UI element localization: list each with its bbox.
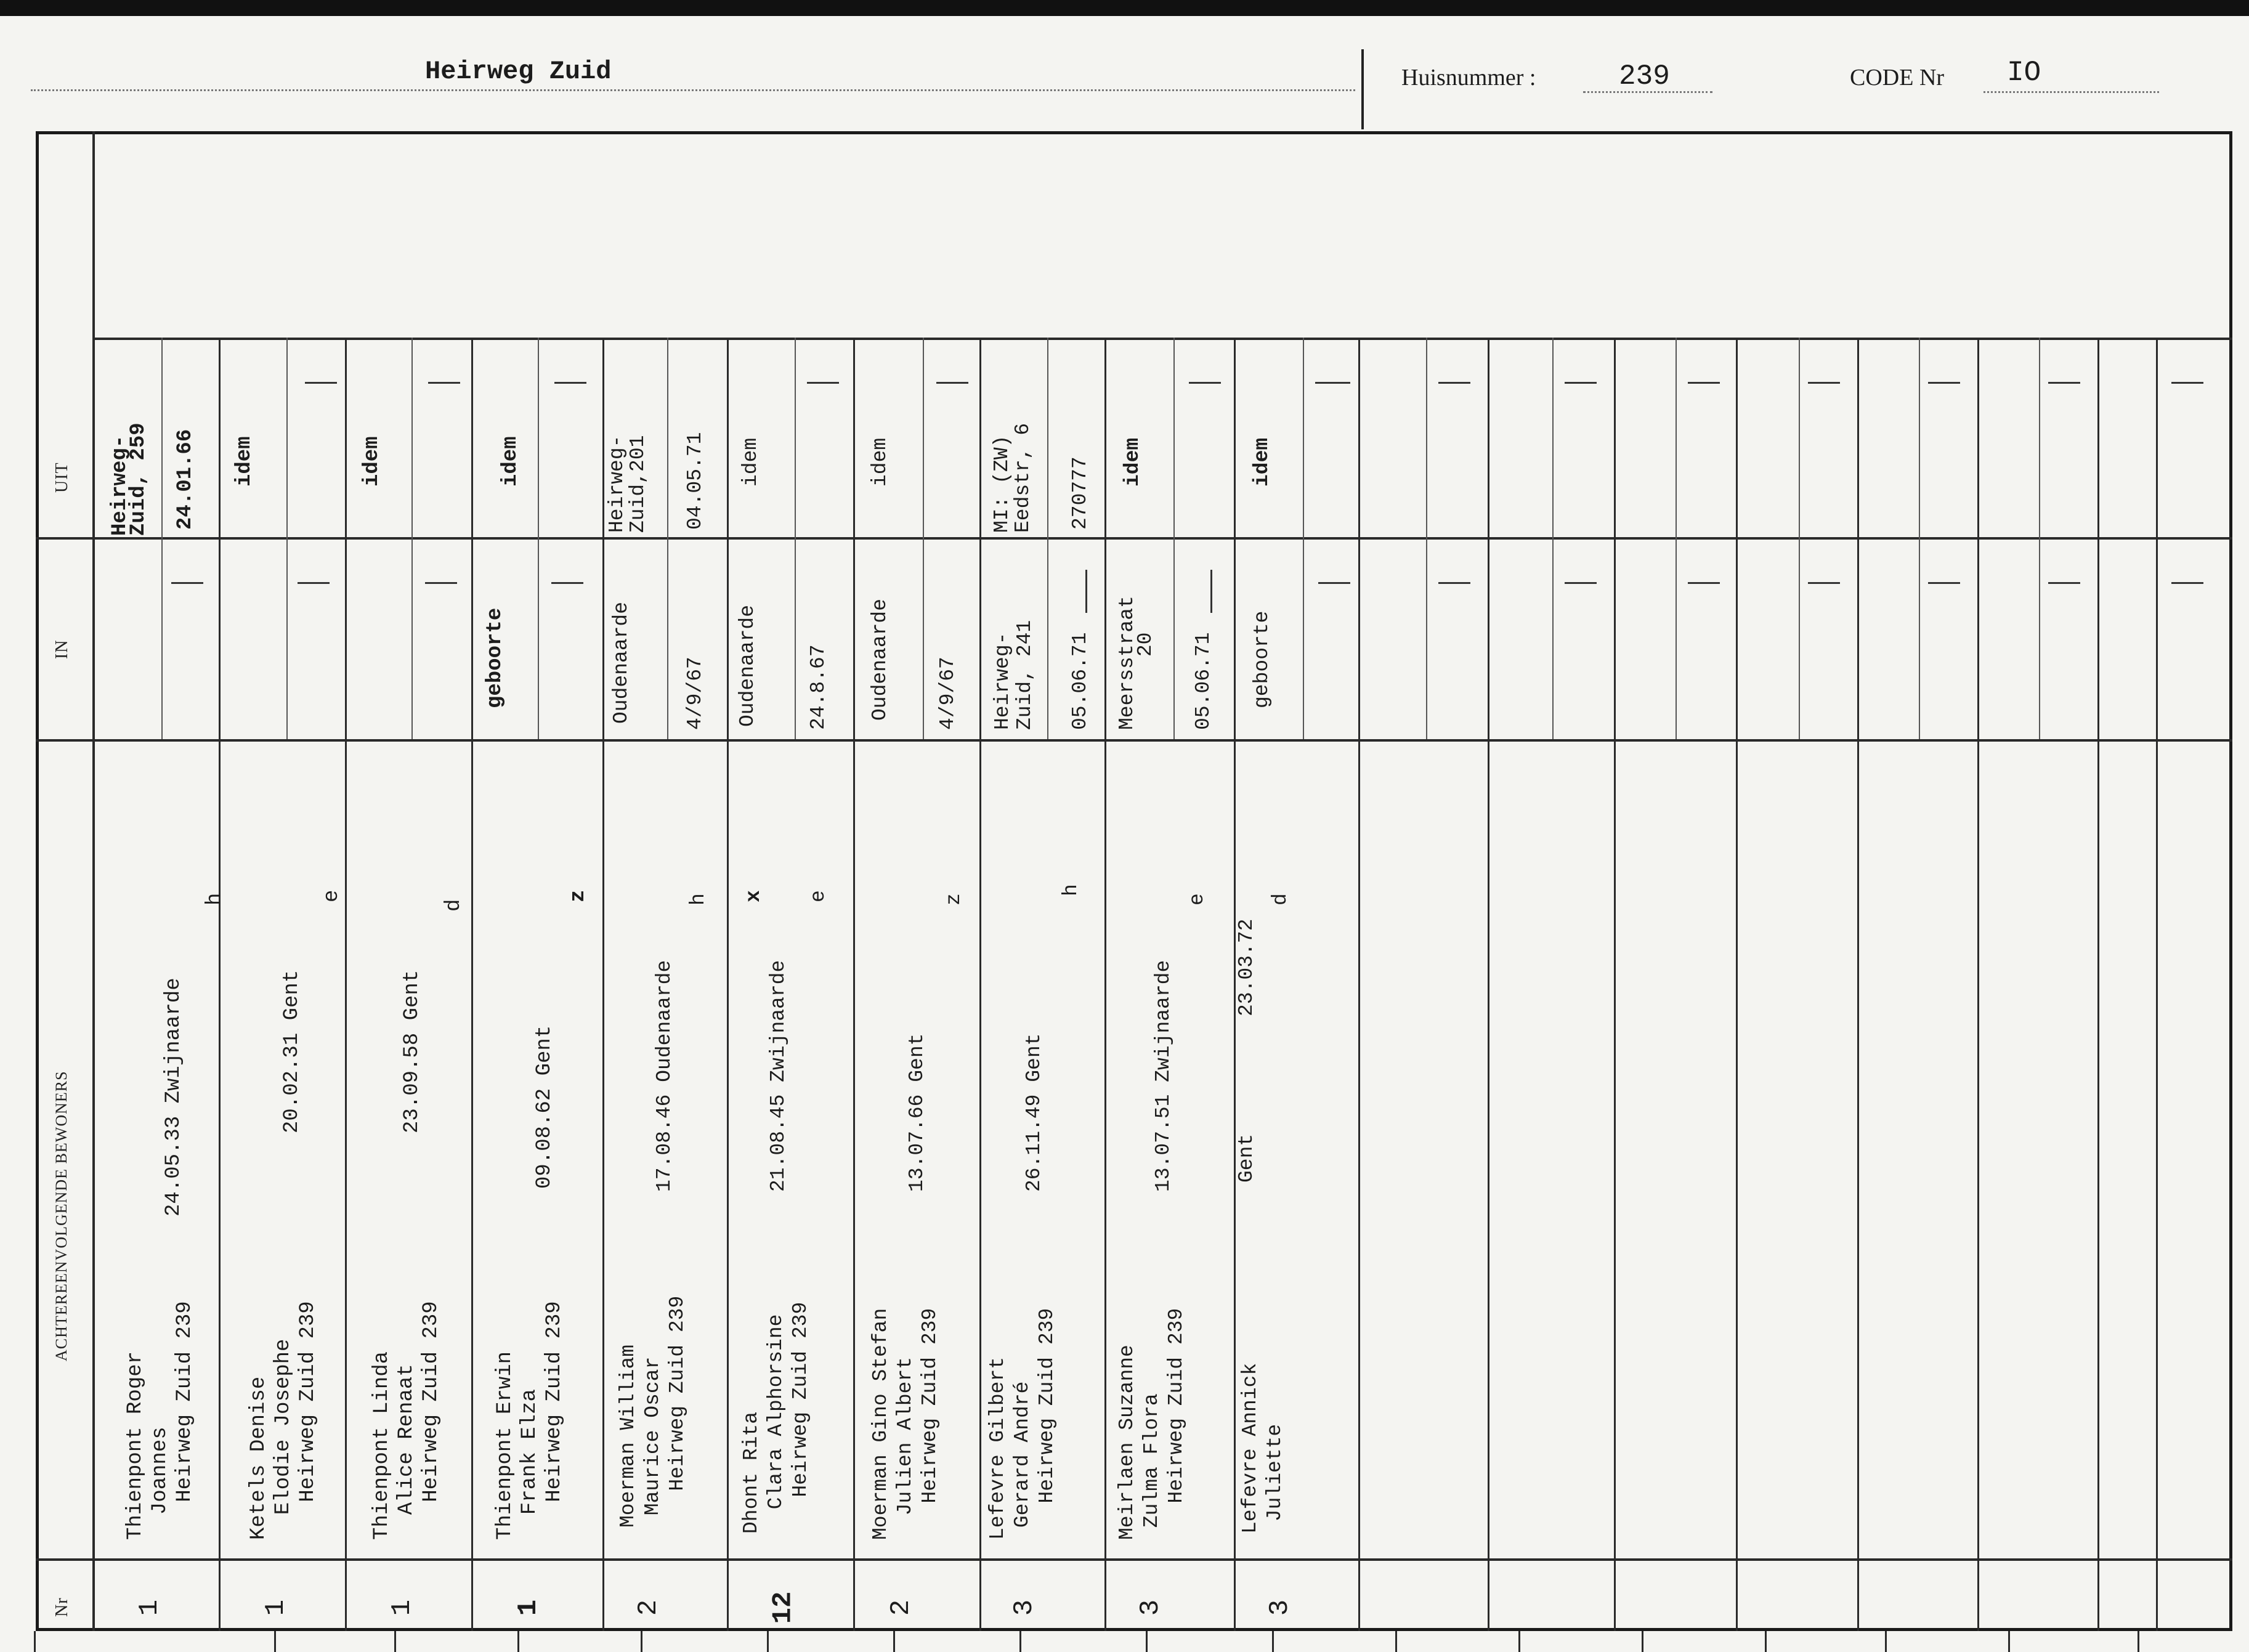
sub-line bbox=[923, 338, 924, 739]
uit-place: idem bbox=[360, 436, 384, 487]
bottom-tick bbox=[274, 1631, 276, 1652]
uit-place: idem bbox=[1121, 437, 1144, 487]
resident-code: h bbox=[203, 893, 227, 905]
resident-name: Lefevre Annick Juliette bbox=[1239, 1362, 1286, 1534]
residents-top-line bbox=[36, 739, 2232, 742]
col-line bbox=[1488, 338, 1489, 1631]
bottom-tick bbox=[893, 1631, 895, 1652]
empty-uit-mark bbox=[1928, 382, 1960, 384]
resident-name: Meirlaen Suzanne Zulma Flora Heirweg Zuid 239 bbox=[1116, 1308, 1188, 1540]
bottom-tick bbox=[1518, 1631, 1520, 1652]
resident-code: x bbox=[742, 890, 765, 902]
sub-line bbox=[1552, 338, 1554, 739]
empty-in-mark bbox=[1688, 582, 1720, 584]
resident-birthplace: Gent bbox=[1235, 1133, 1258, 1183]
bottom-tick bbox=[2138, 1631, 2139, 1652]
empty-uit-mark bbox=[305, 382, 337, 384]
sub-line bbox=[1303, 338, 1304, 739]
bottom-tick bbox=[1642, 1631, 1643, 1652]
header-nr: Nr bbox=[52, 1597, 71, 1617]
empty-in-mark bbox=[1928, 582, 1960, 584]
empty-in-mark bbox=[1565, 582, 1597, 584]
col-line bbox=[853, 338, 855, 1631]
in-place: geboorte bbox=[1250, 610, 1273, 708]
resident-code: d bbox=[1269, 893, 1292, 905]
col-line bbox=[727, 338, 729, 1631]
sub-line bbox=[2039, 338, 2040, 739]
empty-uit-mark bbox=[428, 382, 460, 384]
resident-birth: 24.05.33 Zwijnaarde bbox=[162, 978, 185, 1217]
bottom-tick bbox=[2008, 1631, 2010, 1652]
resident-name: Dhont Rita Clara Alphorsine Heirweg Zuid 239 bbox=[740, 1302, 812, 1534]
uit-date: 24.01.66 bbox=[174, 429, 197, 530]
row-nr: 3 bbox=[1265, 1599, 1296, 1616]
uit-place: idem bbox=[1250, 437, 1273, 487]
in-place: Oudenaarde bbox=[869, 598, 891, 721]
empty-in-mark bbox=[1808, 582, 1840, 584]
empty-in-mark bbox=[425, 582, 457, 584]
col-line bbox=[2097, 338, 2099, 1631]
in-date: 05.06.71 bbox=[1192, 632, 1215, 730]
in-top-line bbox=[36, 537, 2232, 540]
in-date-stroke bbox=[1210, 570, 1212, 613]
bottom-tick bbox=[34, 1631, 36, 1652]
empty-uit-mark bbox=[1565, 382, 1597, 384]
col-line bbox=[1977, 338, 1979, 1631]
bottom-tick bbox=[1885, 1631, 1887, 1652]
row-nr: 3 bbox=[1009, 1599, 1040, 1616]
empty-uit-mark bbox=[1438, 382, 1470, 384]
sub-line bbox=[667, 338, 668, 739]
resident-code: e bbox=[320, 889, 344, 902]
code-value: IO bbox=[2007, 57, 2041, 89]
col-line bbox=[345, 338, 347, 1631]
bottom-tick bbox=[1146, 1631, 1148, 1652]
header-separator bbox=[1361, 49, 1364, 129]
row-nr: 2 bbox=[886, 1599, 917, 1616]
resident-birth: 23.03.72 bbox=[1235, 918, 1258, 1016]
col-line bbox=[2156, 338, 2158, 1631]
header-in: IN bbox=[52, 639, 71, 659]
resident-name: Moerman William Maurice Oscar Heirweg Zuid 239 bbox=[617, 1295, 689, 1528]
col-line bbox=[1857, 338, 1859, 1631]
resident-birth: 13.07.51 Zwijnaarde bbox=[1152, 960, 1175, 1192]
row-nr: 2 bbox=[633, 1599, 665, 1616]
resident-name: Thienpont Erwin Frank Elza Heirweg Zuid 239 bbox=[493, 1301, 566, 1540]
empty-in-mark bbox=[2048, 582, 2080, 584]
resident-name: Thienpont Roger Joannes Heirweg Zuid 239 bbox=[124, 1301, 197, 1540]
resident-birth: 21.08.45 Zwijnaarde bbox=[767, 960, 790, 1192]
empty-in-mark bbox=[1318, 582, 1350, 584]
empty-in-mark bbox=[171, 582, 203, 584]
bottom-tick bbox=[1019, 1631, 1021, 1652]
sub-line bbox=[1173, 338, 1175, 739]
empty-uit-mark bbox=[1315, 382, 1347, 384]
col-line bbox=[1614, 338, 1616, 1631]
resident-birth: 09.08.62 Gent bbox=[533, 1025, 556, 1189]
in-date-stroke bbox=[1085, 570, 1087, 613]
in-date: 4/9/67 bbox=[684, 657, 707, 730]
resident-name: Thienpont Linda Alice Renaat Heirweg Zuid 239 bbox=[370, 1301, 443, 1540]
uit-place: Heirweg- Zuid, 259 bbox=[108, 423, 150, 536]
resident-code: z bbox=[942, 893, 965, 905]
sub-line bbox=[1799, 338, 1800, 739]
col-line bbox=[471, 338, 473, 1631]
empty-in-mark bbox=[298, 582, 330, 584]
sub-line bbox=[795, 338, 796, 739]
col-line bbox=[219, 338, 221, 1631]
row-nr: 1 bbox=[513, 1599, 545, 1616]
sub-line bbox=[1047, 338, 1048, 739]
code-label: CODE Nr bbox=[1850, 65, 1945, 91]
house-number-value: 239 bbox=[1619, 60, 1670, 92]
col-line bbox=[1104, 338, 1106, 1631]
sub-line bbox=[286, 338, 288, 739]
resident-birth: 23.09.58 Gent bbox=[400, 970, 424, 1133]
house-number-label: Huisnummer : bbox=[1401, 65, 1536, 91]
col-line bbox=[602, 338, 604, 1631]
bottom-tick bbox=[767, 1631, 769, 1652]
header-uit: UIT bbox=[52, 462, 71, 493]
in-place: geboorte bbox=[484, 607, 507, 708]
in-place: Heirweg- Zuid, 241 bbox=[991, 620, 1036, 730]
resident-name: Lefevre Gilbert Gerard André Heirweg Zuid 239 bbox=[986, 1308, 1058, 1540]
col-line bbox=[979, 338, 981, 1631]
sub-line bbox=[161, 338, 163, 739]
uit-date: 270777 bbox=[1069, 456, 1092, 530]
row-nr: 12 bbox=[768, 1591, 799, 1624]
bottom-tick bbox=[1272, 1631, 1274, 1652]
row-nr: 3 bbox=[1135, 1599, 1167, 1616]
col-line bbox=[1358, 338, 1360, 1631]
resident-code: d bbox=[442, 899, 466, 912]
bottom-tick bbox=[641, 1631, 642, 1652]
uit-place: idem bbox=[869, 437, 891, 487]
code-dotted-line bbox=[1984, 91, 2159, 93]
col-line bbox=[1736, 338, 1738, 1631]
row-nr: 1 bbox=[134, 1599, 166, 1616]
empty-in-mark bbox=[2171, 582, 2203, 584]
header-residents: ACHTEREENVOLGENDE BEWONERS bbox=[52, 1071, 70, 1361]
in-date: 05.06.71 bbox=[1069, 632, 1092, 730]
bottom-tick bbox=[1395, 1631, 1397, 1652]
bottom-tick bbox=[517, 1631, 519, 1652]
empty-uit-mark bbox=[2048, 382, 2080, 384]
sub-line bbox=[411, 338, 413, 739]
resident-code: h bbox=[1060, 884, 1082, 896]
header-column-line bbox=[92, 131, 95, 1631]
empty-in-mark bbox=[1438, 582, 1470, 584]
resident-birth: 26.11.49 Gent bbox=[1023, 1033, 1045, 1192]
street-name: Heirweg Zuid bbox=[425, 57, 612, 86]
street-dotted-line bbox=[31, 89, 1355, 91]
empty-uit-mark bbox=[1688, 382, 1720, 384]
uit-date: 04.05.71 bbox=[684, 432, 707, 530]
uit-top-line bbox=[92, 338, 2232, 340]
scan-edge-bar bbox=[0, 0, 2249, 16]
sub-line bbox=[1919, 338, 1920, 739]
in-place: Meersstraat 20 bbox=[1116, 596, 1157, 730]
sub-line bbox=[1676, 338, 1677, 739]
resident-code: e bbox=[1186, 893, 1209, 905]
empty-uit-mark bbox=[936, 382, 968, 384]
empty-uit-mark bbox=[554, 382, 586, 384]
resident-birth: 20.02.31 Gent bbox=[280, 970, 304, 1133]
empty-uit-mark bbox=[1189, 382, 1221, 384]
bottom-tick bbox=[394, 1631, 396, 1652]
empty-uit-mark bbox=[2171, 382, 2203, 384]
row-nr: 1 bbox=[387, 1599, 418, 1616]
uit-place: Heirweg- Zuid,201 bbox=[606, 435, 649, 533]
resident-code: z bbox=[567, 889, 590, 902]
resident-birth: 13.07.66 Gent bbox=[906, 1033, 928, 1192]
house-number-dotted-line bbox=[1583, 91, 1712, 93]
bottom-tick bbox=[1765, 1631, 1767, 1652]
resident-code: h bbox=[687, 893, 710, 905]
uit-place: MI: (ZW) Eedstr, 6 bbox=[991, 423, 1034, 533]
in-place: Oudenaarde bbox=[736, 604, 759, 727]
empty-uit-mark bbox=[1808, 382, 1840, 384]
in-date: 4/9/67 bbox=[936, 657, 959, 730]
empty-uit-mark bbox=[807, 382, 839, 384]
uit-place: idem bbox=[499, 436, 522, 487]
uit-place: idem bbox=[233, 436, 256, 487]
empty-in-mark bbox=[551, 582, 583, 584]
resident-name: Ketels Denise Elodie Josephe Heirweg Zuid 239 bbox=[247, 1301, 320, 1540]
nr-top-line bbox=[36, 1558, 2232, 1561]
resident-code: e bbox=[807, 890, 830, 902]
uit-place: idem bbox=[739, 437, 762, 487]
in-place: Oudenaarde bbox=[610, 601, 633, 724]
row-nr: 1 bbox=[261, 1599, 292, 1616]
resident-birth: 17.08.46 Oudenaarde bbox=[653, 960, 676, 1192]
sub-line bbox=[538, 338, 539, 739]
sub-line bbox=[1426, 338, 1427, 739]
in-date: 24.8.67 bbox=[807, 644, 830, 730]
resident-name: Moerman Gino Stefan Julien Albert Heirweg Zuid 239 bbox=[869, 1308, 941, 1540]
